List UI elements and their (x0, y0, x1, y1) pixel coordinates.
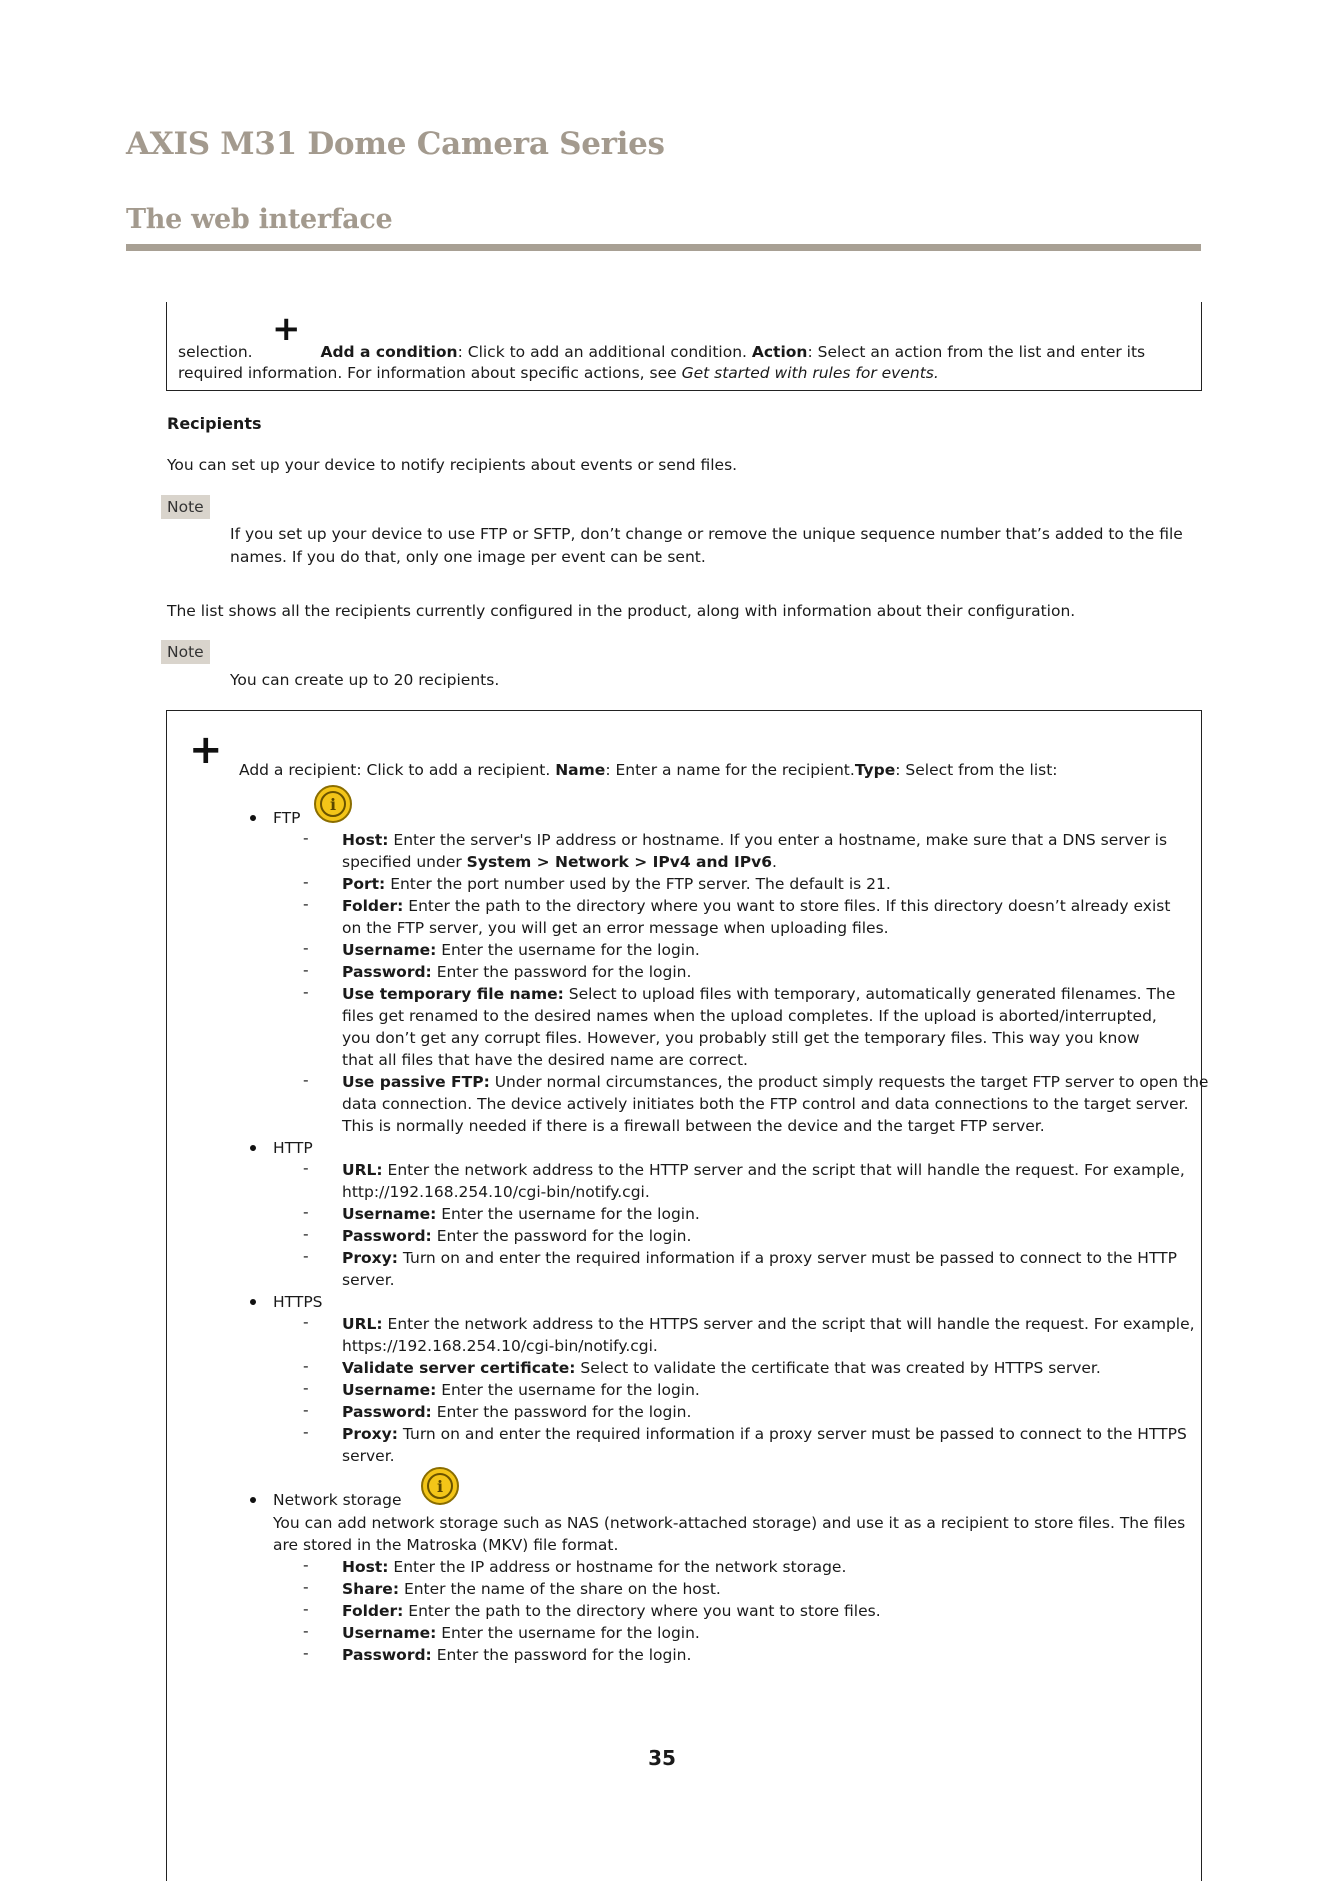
bullet (250, 815, 256, 821)
note2-text: You can create up to 20 recipients. (230, 671, 500, 689)
dash: - (303, 829, 309, 847)
header-rule (126, 244, 1201, 251)
dash: - (303, 1556, 309, 1574)
dash: - (303, 1423, 309, 1441)
http-label: HTTP (273, 1139, 313, 1157)
dash: - (303, 1578, 309, 1596)
ftp-password-line: Password: Enter the password for the login. (342, 963, 692, 981)
info-icon[interactable] (314, 785, 352, 823)
https-proxy-line: Proxy: Turn on and enter the required information if a proxy server must be passed to connect to the HTTPS (342, 1425, 1187, 1443)
name-text: : Enter a name for the recipient. (605, 761, 855, 779)
name-label: Name (555, 761, 606, 779)
dash: - (303, 1622, 309, 1640)
dash: - (303, 961, 309, 979)
https-url-line: URL: Enter the network address to the HTTPS server and the script that will handle the request. For example, (342, 1315, 1195, 1333)
note-badge: Note (161, 640, 210, 664)
ftp-temp-line-2: files get renamed to the desired names when the upload completes. If the upload is aborted/interrupted, (342, 1007, 1157, 1025)
plus-icon[interactable]: + (189, 727, 223, 773)
ns-password-line: Password: Enter the password for the login. (342, 1646, 692, 1664)
ftp-temp-line-4: that all files that have the desired name are correct. (342, 1051, 748, 1069)
ns-share-line: Share: Enter the name of the share on the host. (342, 1580, 721, 1598)
dash: - (303, 983, 309, 1001)
http-proxy-line: Proxy: Turn on and enter the required information if a proxy server must be passed to connect to the HTTP (342, 1249, 1177, 1267)
dash: - (303, 1644, 309, 1662)
ftp-host-line-2: specified under System > Network > IPv4 and IPv6. (342, 853, 777, 871)
dash: - (303, 939, 309, 957)
ftp-passive-line: Use passive FTP: Under normal circumstances, the product simply requests the target FTP server to open the (342, 1073, 1209, 1091)
info-icon-glyph: i (427, 1473, 453, 1499)
add-recipient-line (239, 759, 1058, 781)
ftp-temp-line: Use temporary file name: Select to upload files with temporary, automatically generated filenames. The (342, 985, 1176, 1003)
ftp-folder-line-2: on the FTP server, you will get an error message when uploading files. (342, 919, 889, 937)
condition-line-2 (178, 362, 939, 384)
dash: - (303, 1225, 309, 1243)
dash: - (303, 1203, 309, 1221)
note-badge: Note (161, 495, 210, 519)
bullet (250, 1299, 256, 1305)
https-validate-line: Validate server certificate: Select to validate the certificate that was created by HTTPS server. (342, 1359, 1101, 1377)
type-text: : Select from the list: (895, 761, 1058, 779)
http-proxy-line-2: server. (342, 1271, 395, 1289)
add-recipient-text: : Click to add a recipient. (356, 761, 556, 779)
ftp-host-line: Host: Enter the server's IP address or hostname. If you enter a hostname, make sure that a DNS server is (342, 831, 1168, 849)
bullet (250, 1497, 256, 1503)
network-storage-label: Network storage (273, 1491, 402, 1509)
dash: - (303, 1600, 309, 1618)
http-password-line: Password: Enter the password for the login. (342, 1227, 692, 1245)
https-label: HTTPS (273, 1293, 323, 1311)
action-label: Action (751, 343, 808, 361)
action-text: : Select an action from the list and enter its (807, 343, 1146, 361)
note1-line-1: If you set up your device to use FTP or SFTP, don’t change or remove the unique sequence number that’s added to the file (230, 525, 1183, 543)
ns-folder-line: Folder: Enter the path to the directory where you want to store files. (342, 1602, 881, 1620)
dash: - (303, 873, 309, 891)
rules-for-events-link[interactable]: Get started with rules for events. (681, 364, 939, 382)
ftp-temp-line-3: you don’t get any corrupt files. However, you probably still get the temporary files. This way you know (342, 1029, 1140, 1047)
network-storage-desc-2: are stored in the Matroska (MKV) file format. (273, 1536, 619, 1554)
info-icon-glyph: i (320, 791, 346, 817)
http-url-line: URL: Enter the network address to the HTTP server and the script that will handle the request. For example, (342, 1161, 1185, 1179)
note1-line-2: names. If you do that, only one image per event can be sent. (230, 548, 706, 566)
dash: - (303, 1071, 309, 1089)
page-number: 35 (648, 1746, 676, 1770)
dash: - (303, 1247, 309, 1265)
http-url-line-2: http://192.168.254.10/cgi-bin/notify.cgi. (342, 1183, 650, 1201)
https-password-line: Password: Enter the password for the login. (342, 1403, 692, 1421)
dash: - (303, 1379, 309, 1397)
type-label: Type (854, 761, 896, 779)
section-title: The web interface (126, 204, 393, 235)
dash: - (303, 1313, 309, 1331)
ftp-label: FTP (273, 809, 301, 827)
document-title: AXIS M31 Dome Camera Series (126, 126, 665, 162)
add-condition-label: Add a condition (320, 343, 458, 361)
condition-info-text: required information. For information about specific actions, see (178, 364, 682, 382)
add-condition-text: : Click to add an additional condition. (457, 343, 752, 361)
network-storage-desc-1: You can add network storage such as NAS (network-attached storage) and use it as a recipient to store files. The files (273, 1514, 1186, 1532)
recipients-intro: You can set up your device to notify recipients about events or send files. (167, 456, 738, 474)
recipients-list-text: The list shows all the recipients currently configured in the product, along with information about their configuration. (167, 602, 1076, 620)
recipients-heading: Recipients (167, 414, 262, 433)
dash: - (303, 895, 309, 913)
ftp-passive-line-3: This is normally needed if there is a firewall between the device and the target FTP server. (342, 1117, 1045, 1135)
ftp-passive-line-2: data connection. The device actively initiates both the FTP control and data connections to the target server. (342, 1095, 1189, 1113)
https-username-line: Username: Enter the username for the login. (342, 1381, 700, 1399)
selection-text: selection. (178, 343, 253, 361)
dash: - (303, 1357, 309, 1375)
plus-icon[interactable]: + (272, 309, 301, 349)
ftp-port-line: Port: Enter the port number used by the FTP server. The default is 21. (342, 875, 891, 893)
ns-username-line: Username: Enter the username for the login. (342, 1624, 700, 1642)
ftp-username-line: Username: Enter the username for the login. (342, 941, 700, 959)
http-username-line: Username: Enter the username for the login. (342, 1205, 700, 1223)
https-url-line-2: https://192.168.254.10/cgi-bin/notify.cgi. (342, 1337, 658, 1355)
dash: - (303, 1159, 309, 1177)
condition-line-1 (178, 341, 1145, 363)
ftp-folder-line: Folder: Enter the path to the directory where you want to store files. If this directory doesn’t already exist (342, 897, 1171, 915)
bullet (250, 1145, 256, 1151)
info-icon[interactable] (421, 1467, 459, 1505)
dash: - (303, 1401, 309, 1419)
add-recipient-label: Add a recipient (239, 761, 357, 779)
https-proxy-line-2: server. (342, 1447, 395, 1465)
ns-host-line: Host: Enter the IP address or hostname for the network storage. (342, 1558, 847, 1576)
